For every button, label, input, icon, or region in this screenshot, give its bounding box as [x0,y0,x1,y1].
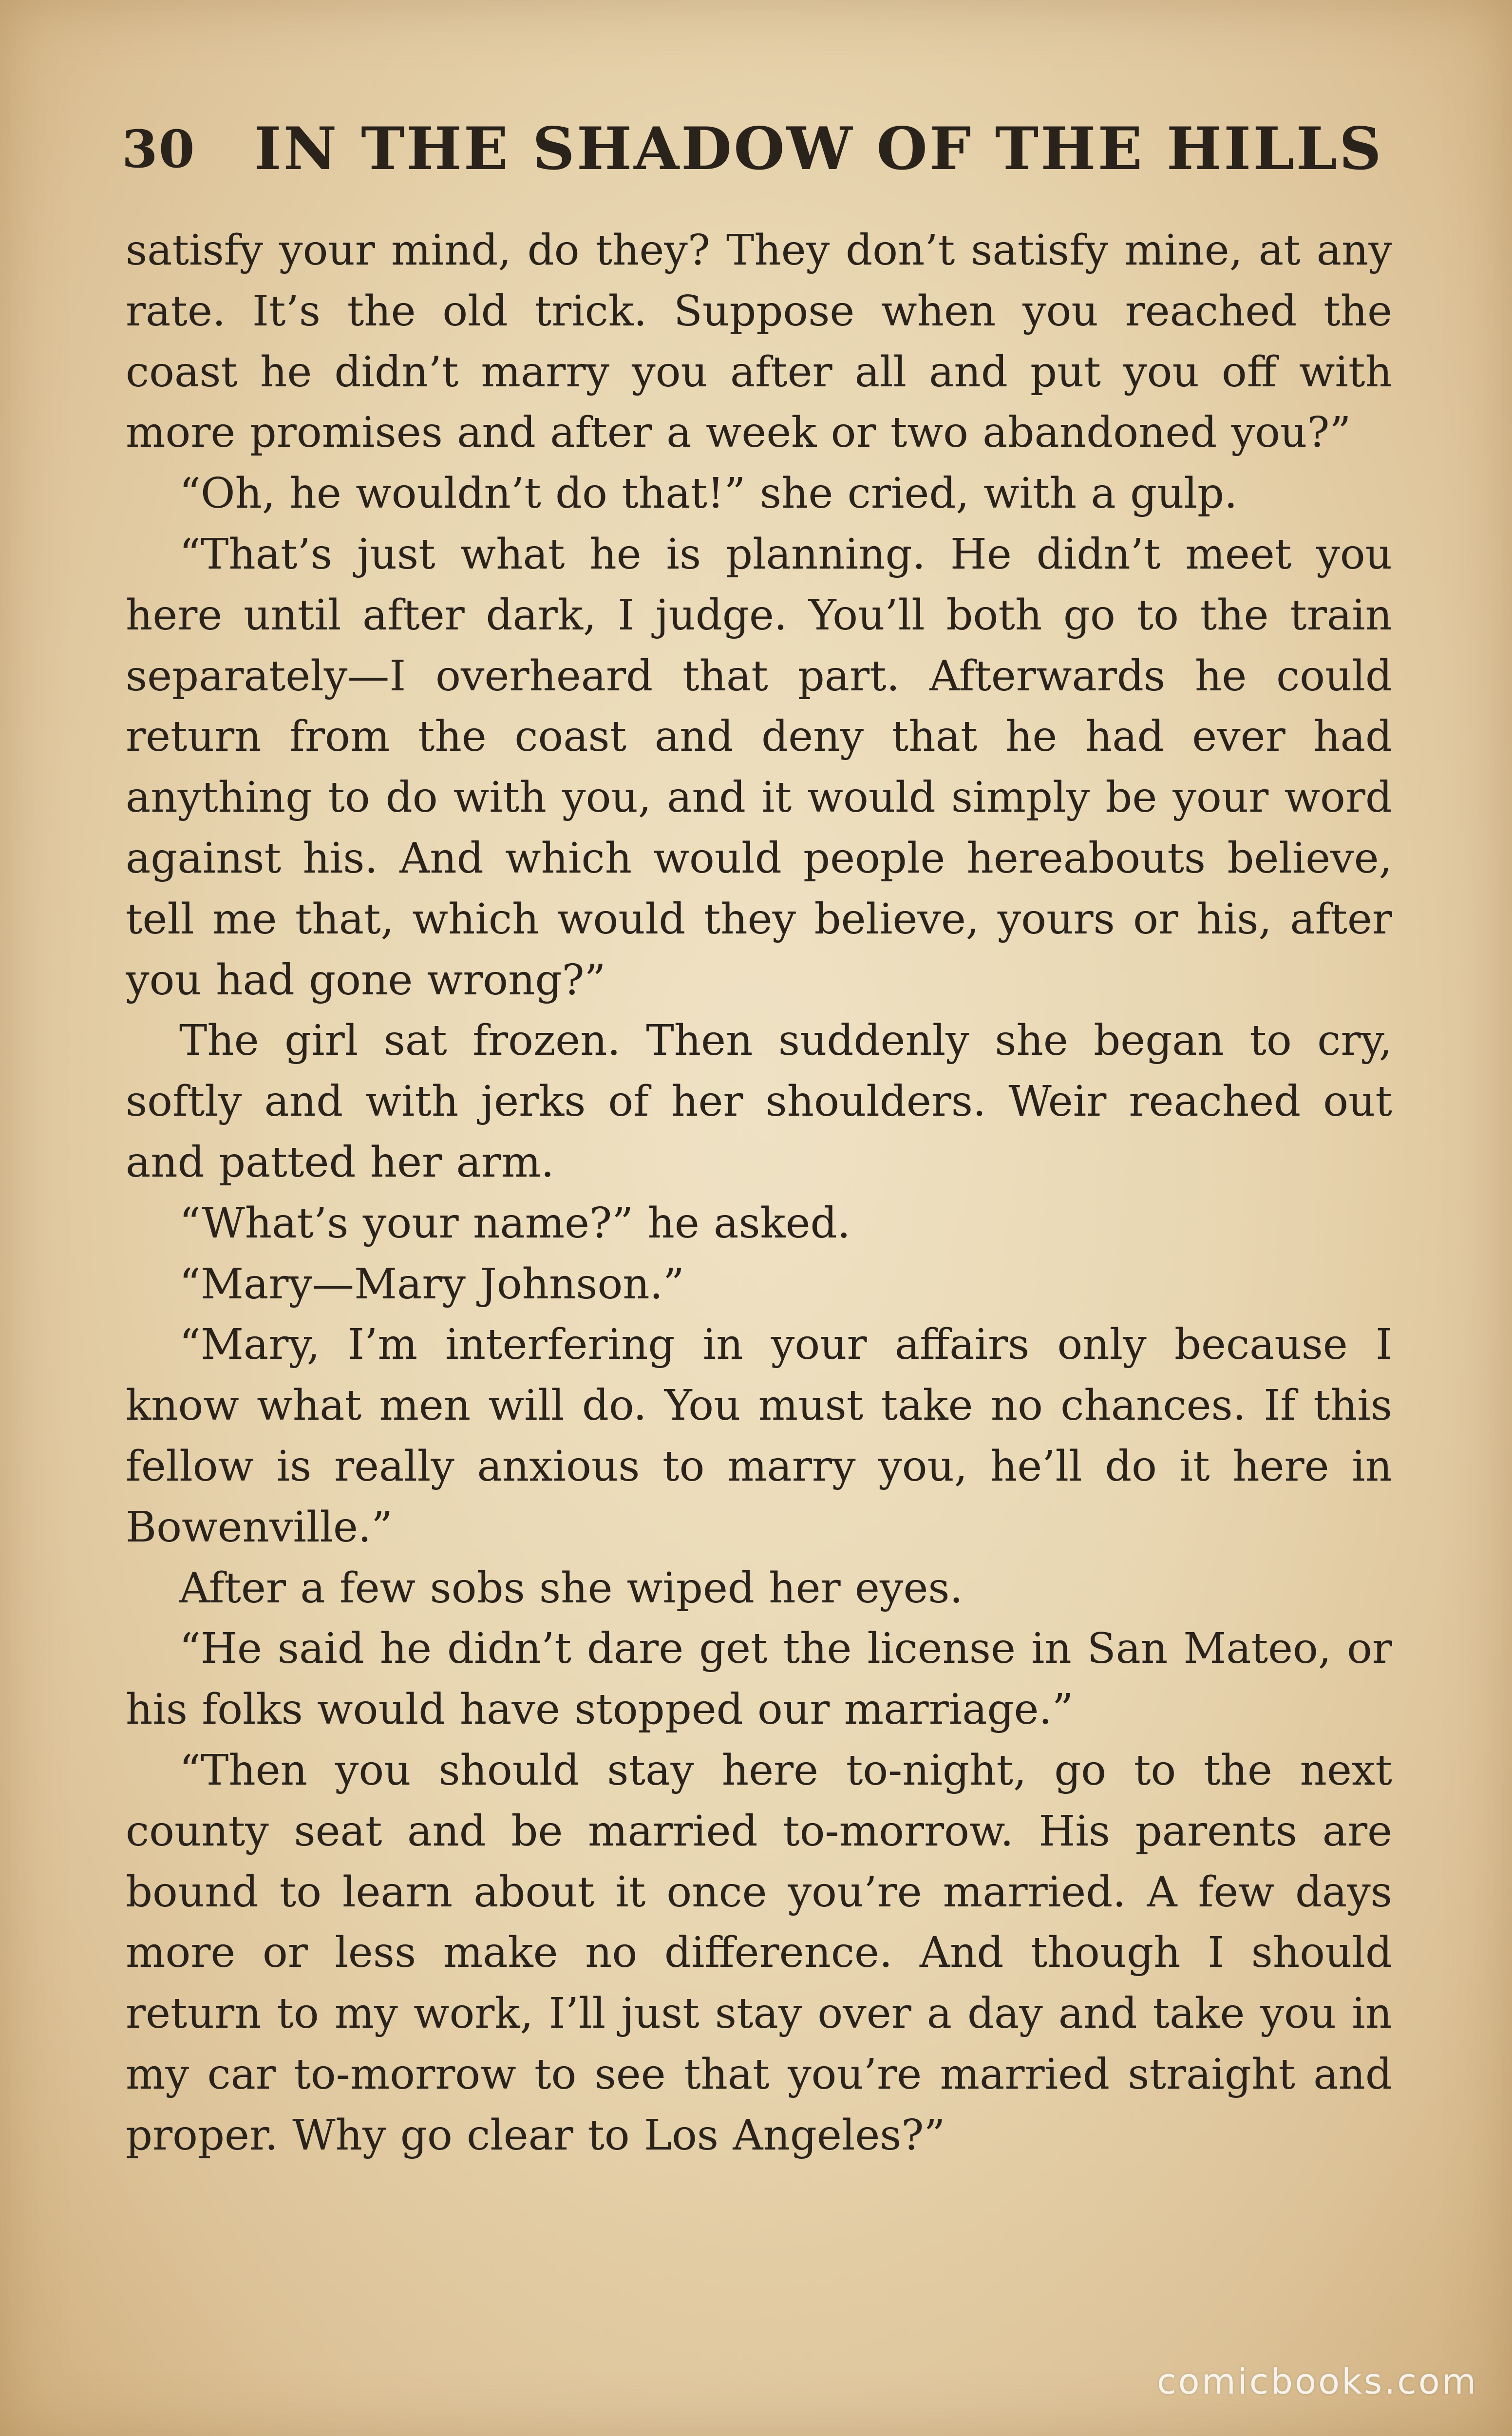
paragraph: “Oh, he wouldn’t do that!” she cried, with a gulp. [179,469,1238,518]
running-title: IN THE SHADOW OF THE HILLS [254,114,1383,183]
running-header [122,110,1393,188]
paragraph: After a few sobs she wiped her eyes. [179,1563,963,1613]
paragraph: “Then you should stay here to-night, go to the next county seat and be married to-morrow. His parents are bound to learn about it once you’re married. A few days more or less make no difference. And though I should return to my work, I’ll just stay over a day and take you in my car to-morrow to see that you’re married straight and proper. Why go clear to Los Angeles?” [126,1746,1392,2160]
watermark: comicbooks.com [1156,2361,1478,2402]
paragraph: The girl sat frozen. Then suddenly she began to cry, softly and with jerks of her shoulders. Weir reached out and patted her arm. [126,1016,1392,1187]
paragraph: “What’s your name?” he asked. [179,1199,850,1248]
paragraph: “Mary—Mary Johnson.” [179,1259,684,1309]
paragraph: “That’s just what he is planning. He didn’t meet you here until after dark, I judge. You’ll both go to the train separately—I overheard that part. Afterwards he could return from the coast and deny that he had ever had anything to do with you, and it would simply be your word against his. And which would people hereabouts believe, tell me that, which would they believe, yours or his, after you had gone wrong?” [126,530,1392,1005]
paragraph: satisfy your mind, do they? They don’t satisfy mine, at any rate. It’s the old trick. Suppose when you reached the coast he didn’t marry you after all and put you off with more promises and after a week or two abandoned you?” [126,226,1392,457]
paragraph: “Mary, I’m interfering in your affairs only because I know what men will do. You must take no chances. If this fellow is really anxious to marry you, he’ll do it here in Bowenville.” [126,1320,1392,1552]
body-text [126,220,1392,2315]
paragraph: “He said he didn’t dare get the license in San Mateo, or his folks would have stopped our marriage.” [126,1624,1392,1734]
page-number: 30 [122,118,196,179]
